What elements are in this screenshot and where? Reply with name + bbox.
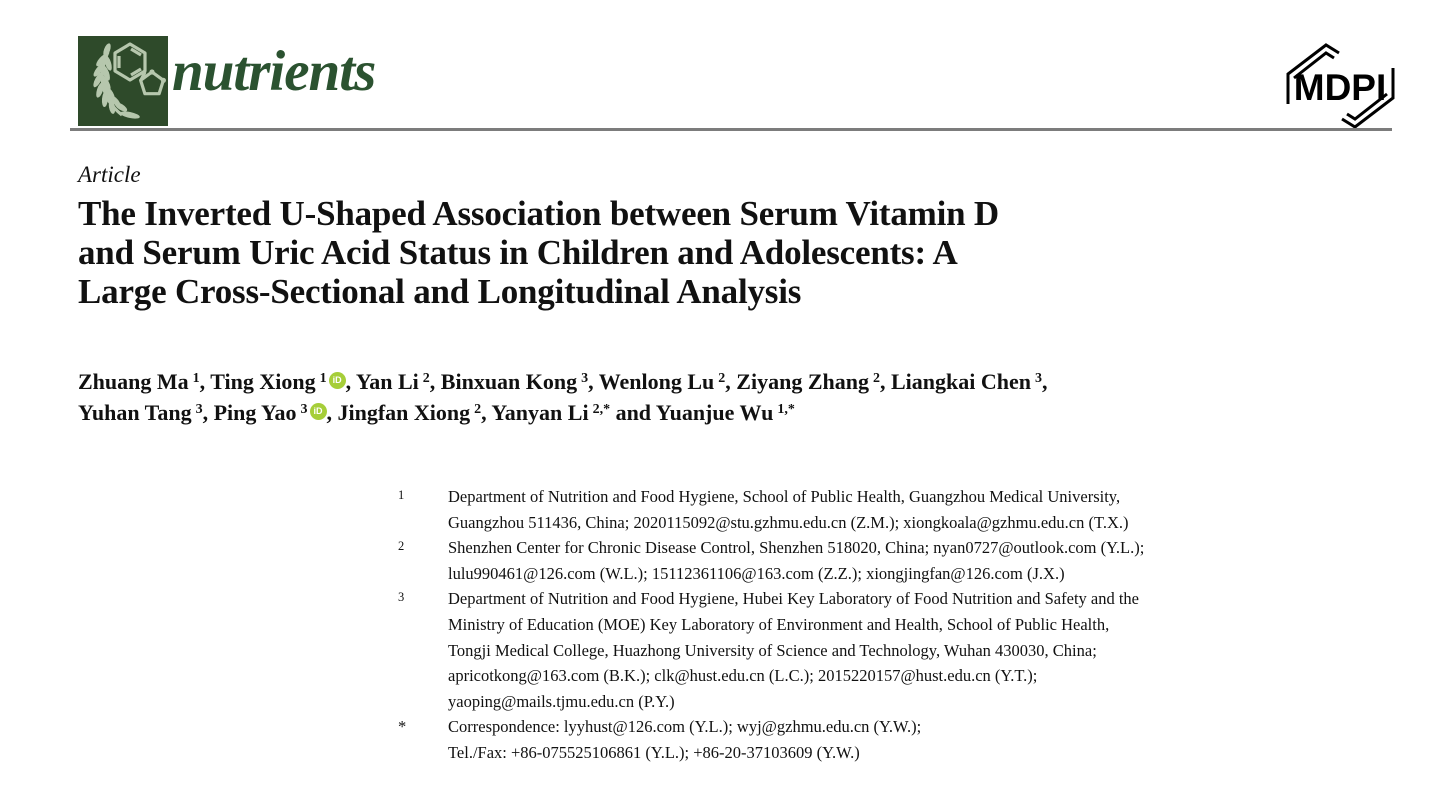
title-line: Large Cross-Sectional and Longitudinal Analysis	[78, 272, 802, 311]
affiliation-row	[398, 586, 1144, 714]
title-line: The Inverted U-Shaped Association between Serum Vitamin D	[78, 194, 999, 233]
affiliation-line: Tongji Medical College, Huazhong University of Science and Technology, Wuhan 430030, China;	[448, 640, 1097, 660]
authors	[78, 366, 1047, 428]
author-affiliation-superscript: 2	[718, 371, 726, 386]
affiliation-line: apricotkong@163.com (B.K.); clk@hust.edu.cn (L.C.); 2015220157@hust.edu.cn (Y.T.);	[448, 666, 1038, 686]
author-separator: ,	[588, 369, 599, 394]
author-affiliation-superscript: 3	[195, 402, 203, 417]
author-line	[78, 397, 1047, 428]
author-name: Ziyang Zhang	[736, 369, 869, 394]
article-type-label: Article	[78, 162, 141, 187]
affiliation-line: Department of Nutrition and Food Hygiene, School of Public Health, Guangzhou Medical University,	[448, 487, 1121, 506]
affiliation-line: Ministry of Education (MOE) Key Laboratory of Environment and Health, School of Public Health,	[448, 614, 1110, 634]
author-separator: ,	[1041, 369, 1048, 394]
author-affiliation-superscript: 1	[192, 371, 200, 386]
affiliation-line: Shenzhen Center for Chronic Disease Control, Shenzhen 518020, China; nyan0727@outlook.com (Y.L.);	[448, 538, 1145, 558]
affiliation-text	[448, 714, 921, 765]
affiliation-row	[398, 535, 1144, 586]
author-name: Yuhan Tang	[78, 400, 192, 425]
author-name: Liangkai Chen	[890, 369, 1031, 394]
author-separator: and	[610, 400, 656, 425]
author-affiliation-superscript: 2	[422, 371, 430, 386]
affiliation-line: lulu990461@126.com (W.L.); 15112361106@163.com (Z.Z.); xiongjingfan@126.com (J.X.)	[448, 563, 1065, 583]
affiliation-line: Tel./Fax: +86-075525106861 (Y.L.); +86-20-37103609 (Y.W.)	[448, 742, 860, 762]
author-name: Ping Yao	[213, 400, 297, 425]
publisher-name: MDPI	[1293, 67, 1387, 108]
affiliation-marker: 3	[398, 590, 405, 605]
affiliation-marker: 1	[398, 488, 405, 502]
author-affiliation-superscript: 3	[1034, 371, 1042, 386]
orcid-icon[interactable]: iD	[310, 403, 327, 420]
author-name: Ting Xiong	[210, 369, 316, 394]
affiliation-marker: 2	[398, 539, 405, 554]
author-affiliation-superscript: 3	[581, 371, 589, 386]
author-line	[78, 366, 1047, 397]
affiliation-row	[398, 484, 1144, 535]
header-rule	[70, 128, 1392, 131]
orcid-icon[interactable]: iD	[329, 372, 346, 389]
affiliation-text	[448, 586, 1139, 714]
author-name: Yuanjue Wu	[655, 400, 774, 425]
author-separator: ,	[481, 400, 492, 425]
affiliation-marker: *	[398, 717, 407, 737]
author-name: Yanyan Li	[491, 400, 589, 425]
affiliations	[398, 484, 1144, 766]
affiliation-text	[448, 484, 1129, 535]
affiliation-line: Department of Nutrition and Food Hygiene, Hubei Key Laboratory of Food Nutrition and Safety and the	[448, 589, 1140, 609]
journal-logo	[78, 36, 168, 126]
author-separator: ,	[326, 400, 338, 425]
affiliation-line: Correspondence: lyyhust@126.com (Y.L.); wyj@gzhmu.edu.cn (Y.W.);	[448, 717, 922, 737]
title-line: and Serum Uric Acid Status in Children and Adolescents: A	[78, 233, 958, 272]
author-name: Wenlong Lu	[598, 369, 715, 394]
affiliation-line: Guangzhou 511436, China; 2020115092@stu.gzhmu.edu.cn (Z.M.); xiongkoala@gzhmu.edu.cn (T.X.)	[448, 512, 1129, 532]
author-name: Zhuang Ma	[78, 369, 189, 394]
affiliation-row	[398, 714, 1144, 765]
journal-name: nutrients	[172, 40, 376, 103]
affiliation-text	[448, 535, 1144, 586]
wheat-molecule-icon	[78, 36, 168, 126]
author-name: Binxuan Kong	[440, 369, 578, 394]
author-affiliation-superscript: 2	[872, 371, 880, 386]
author-name: Jingfan Xiong	[337, 400, 471, 425]
author-separator: ,	[199, 369, 211, 394]
author-separator: ,	[202, 400, 214, 425]
author-separator: ,	[725, 369, 737, 394]
author-separator: ,	[429, 369, 441, 394]
author-affiliation-superscript: 2	[474, 402, 482, 417]
author-affiliation-superscript: 2,*	[592, 402, 611, 417]
author-separator: ,	[345, 369, 356, 394]
author-affiliation-superscript: 1	[319, 371, 327, 386]
page-title	[78, 194, 999, 311]
affiliation-line: yaoping@mails.tjmu.edu.cn (P.Y.)	[448, 691, 675, 711]
mdpi-logo	[1281, 36, 1401, 137]
author-affiliation-superscript: 1,*	[777, 402, 795, 417]
author-affiliation-superscript: 3	[300, 402, 308, 417]
author-separator: ,	[879, 369, 891, 394]
author-name: Yan Li	[355, 369, 419, 394]
